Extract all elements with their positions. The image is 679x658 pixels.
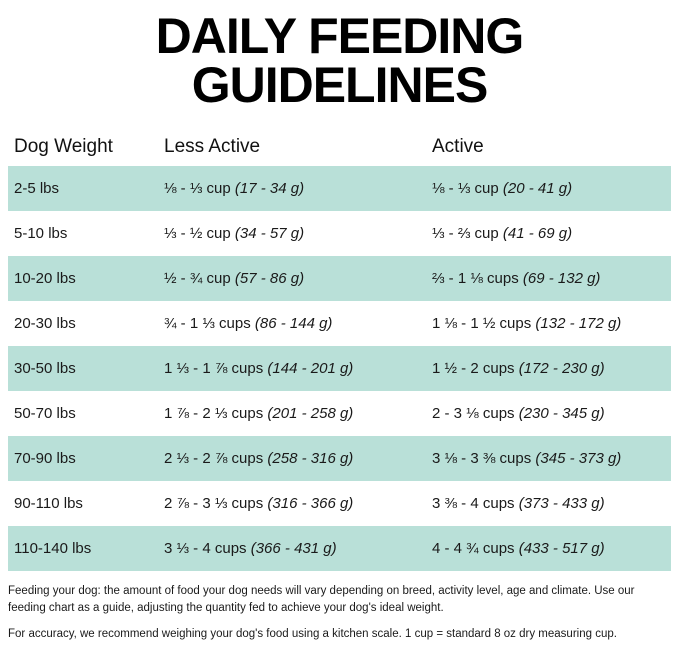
cell-less-active-grams: (57 - 86 g) [234, 270, 305, 287]
cell-active-amount: 1 ⅛ - 1 ½ cups [432, 315, 532, 332]
feeding-table [8, 128, 671, 571]
cell-less-active-grams: (17 - 34 g) [234, 180, 305, 197]
cell-active-amount: ⅓ - ⅔ cup [432, 225, 499, 242]
cell-less-active [158, 540, 426, 557]
cell-dog-weight: 20-30 lbs [14, 315, 76, 332]
cell-active-amount: 4 - 4 ¾ cups [432, 540, 515, 557]
cell-less-active-amount: ¾ - 1 ⅓ cups [164, 315, 251, 332]
cell-less-active-amount: ⅓ - ½ cup [164, 225, 231, 242]
cell-dog-weight: 30-50 lbs [14, 360, 76, 377]
cell-less-active-grams: (34 - 57 g) [234, 225, 305, 242]
cell-active-amount: 3 ⅜ - 4 cups [432, 495, 515, 512]
table-row [8, 301, 671, 346]
cell-less-active-amount: ½ - ¾ cup [164, 270, 231, 287]
cell-less-active [158, 270, 426, 287]
cell-active [426, 315, 671, 332]
cell-less-active [158, 495, 426, 512]
table-row [8, 211, 671, 256]
cell-less-active [158, 180, 426, 197]
cell-active-grams: (433 - 517 g) [518, 540, 605, 557]
cell-dog-weight: 5-10 lbs [14, 225, 68, 242]
page-title-line-1: DAILY FEEDING [155, 8, 524, 64]
cell-less-active [158, 225, 426, 242]
cell-active-amount: ⅔ - 1 ⅛ cups [432, 270, 519, 287]
cell-active-grams: (373 - 433 g) [518, 495, 605, 512]
cell-less-active-grams: (366 - 431 g) [250, 540, 337, 557]
cell-active-amount: 2 - 3 ⅛ cups [432, 405, 515, 422]
cell-dog-weight: 70-90 lbs [14, 450, 76, 467]
cell-less-active-amount: 1 ⅓ - 1 ⅞ cups [164, 360, 264, 377]
column-header-less-active: Less Active [164, 136, 261, 157]
table-row [8, 481, 671, 526]
cell-dog-weight: 110-140 lbs [14, 540, 92, 557]
cell-active [426, 495, 671, 512]
cell-dog-weight: 90-110 lbs [14, 495, 83, 512]
cell-less-active-grams: (258 - 316 g) [267, 450, 354, 467]
cell-less-active-grams: (86 - 144 g) [254, 315, 333, 332]
cell-active-grams: (41 - 69 g) [502, 225, 573, 242]
table-row [8, 391, 671, 436]
table-row [8, 256, 671, 301]
table-row [8, 346, 671, 391]
cell-active-grams: (172 - 230 g) [518, 360, 605, 377]
cell-active [426, 450, 671, 467]
cell-active [426, 540, 671, 557]
cell-active [426, 270, 671, 287]
cell-active-grams: (230 - 345 g) [518, 405, 605, 422]
cell-active-grams: (69 - 132 g) [522, 270, 601, 287]
cell-dog-weight: 50-70 lbs [14, 405, 76, 422]
footnote-feeding-note: Feeding your dog: the amount of food your dog needs will vary depending on breed, activity level, age and climate. Use our feeding chart as a guide, adjusting the quantity fed to achieve your dog's ideal weight. [8, 585, 635, 614]
cell-active-grams: (20 - 41 g) [502, 180, 573, 197]
cell-less-active-amount: 2 ⅞ - 3 ⅓ cups [164, 495, 264, 512]
cell-active-amount: ⅛ - ⅓ cup [432, 180, 499, 197]
footnote-accuracy-note: For accuracy, we recommend weighing your dog's food using a kitchen scale. 1 cup = standard 8 oz dry measuring cup. [8, 628, 617, 641]
cell-active-grams: (345 - 373 g) [535, 450, 622, 467]
page-title [0, 0, 679, 113]
cell-active [426, 180, 671, 197]
cell-less-active-grams: (144 - 201 g) [267, 360, 354, 377]
table-row [8, 436, 671, 481]
column-header-active: Active [432, 136, 484, 157]
column-header-dog-weight: Dog Weight [14, 136, 113, 157]
table-header-row [8, 128, 671, 166]
cell-less-active [158, 405, 426, 422]
cell-less-active [158, 360, 426, 377]
cell-less-active-amount: 1 ⅞ - 2 ⅓ cups [164, 405, 264, 422]
cell-active [426, 225, 671, 242]
table-row [8, 526, 671, 571]
cell-active [426, 405, 671, 422]
cell-active-amount: 3 ⅛ - 3 ⅜ cups [432, 450, 532, 467]
cell-less-active-amount: 3 ⅓ - 4 cups [164, 540, 247, 557]
cell-less-active-amount: ⅛ - ⅓ cup [164, 180, 231, 197]
cell-less-active [158, 450, 426, 467]
cell-less-active-amount: 2 ⅓ - 2 ⅞ cups [164, 450, 264, 467]
cell-active-amount: 1 ½ - 2 cups [432, 360, 515, 377]
footnotes [8, 583, 671, 643]
cell-active [426, 360, 671, 377]
table-row [8, 166, 671, 211]
cell-active-grams: (132 - 172 g) [535, 315, 622, 332]
page-title-line-2: GUIDELINES [191, 57, 488, 113]
cell-less-active-grams: (316 - 366 g) [267, 495, 354, 512]
cell-less-active-grams: (201 - 258 g) [267, 405, 354, 422]
cell-less-active [158, 315, 426, 332]
cell-dog-weight: 10-20 lbs [14, 270, 76, 287]
cell-dog-weight: 2-5 lbs [14, 180, 60, 197]
